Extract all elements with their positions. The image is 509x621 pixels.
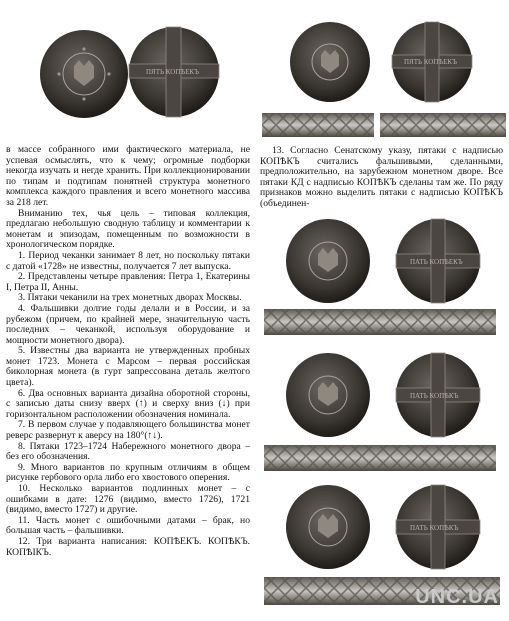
list-item: 6. Два основных варианта дизайна оборотной стороны, с записью даты снизу вверх (↑) и сверху вниз (↓) при горизонтальном расположении обозначения номинала. — [6, 387, 250, 420]
list-item: 4. Фальшивки долгие годы делали и в России, и за рубежом (причем, по крайней мере, значительную часть последних – чеканкой, используя оборудование и мощности монетного двора). — [6, 302, 250, 346]
watermark: UNC.UA — [415, 586, 499, 608]
coin-edge-strip-1 — [262, 111, 506, 139]
list-item: 7. В первом случае у подавляющего большинства монет реверс развернут к аверсу на 180°(↑↓). — [6, 419, 250, 442]
coin-pair-top-right — [288, 18, 484, 106]
intro-paragraph: Вниманию тех, чья цель – типовая коллекция, предлагаю небольшую сводную таблицу и комментарии к монетам и эпизодам, помещенным по возможности в хронологическом порядке. — [6, 207, 250, 251]
coin-obverse-eagle — [40, 30, 128, 118]
coin-pair-top-left — [38, 12, 224, 138]
coin-reverse-cross — [392, 22, 472, 102]
coin-pair-2 — [272, 218, 494, 304]
list-item: 1. Период чеканки занимает 8 лет, но поскольку пятаки с датой «1728» не известны, получается 7 лет выпуска. — [6, 249, 250, 272]
list-item: 3. Пятаки чеканили на трех монетных дворах Москвы. — [18, 292, 242, 304]
coin-legend: ПАТЬ КОПѢЕКЪ — [410, 258, 463, 266]
coin-obverse-eagle — [286, 219, 370, 303]
coin-reverse-cross — [396, 353, 480, 437]
lead-paragraph: в массе собранного ими фактического материала, не успевая осмыслять, что к чему; огромные подборки некогда изучать и негде хранить. При коллекционировании по типам и подтипам понятней структура монетного комплекса каждого правления и всего монетного массива за 218 лет. — [6, 144, 250, 208]
coin-obverse-eagle — [286, 485, 370, 569]
list-item: 8. Пятаки 1723–1724 Набережного монетного двора – без его обозначения. — [6, 440, 250, 463]
right-text-column — [260, 146, 503, 210]
list-item: 10. Несколько вариантов подлинных монет – с ошибками в дате: 1276 (видимо, вместо 1726), 1721 (видимо, вместо 1727) и другие. — [6, 483, 250, 516]
coin-pair-4 — [272, 484, 494, 570]
coin-pair-3 — [272, 352, 494, 438]
coin-reverse-cross — [129, 27, 219, 117]
coin-reverse-cross — [396, 485, 480, 569]
coin-obverse-eagle — [290, 22, 370, 102]
list-item: 5. Известны два варианта не утвержденных пробных монет 1723. Монета с Марсом – первая российская биколорная монета (в гурт запрессована деталь желтого цвета). — [6, 345, 250, 389]
coin-reverse-cross — [396, 219, 480, 303]
coin-legend: ПЯТЬ КОПѢЕКЪ — [146, 68, 199, 76]
list-item: 11. Часть монет с ошибочными датами – брак, но большая часть – фальшивки. — [6, 514, 250, 537]
list-item: 9. Много вариантов по крупным отличиям в общем рисунке гербового орла либо его хвостового оперения. — [6, 461, 250, 484]
coin-legend: ПАТЬ КОПѢКЪ — [410, 392, 459, 400]
coin-edge-strip-2 — [264, 306, 496, 338]
list-item: 2. Представлены четыре правления: Петра 1, Екатерины I, Петра II, Анны. — [6, 271, 250, 293]
left-text-column — [6, 145, 250, 558]
coin-edge-strip-3 — [264, 442, 496, 474]
list-item: 13. Согласно Сенатскому указу, пятаки с надписью КОПѢКЪ считались фальшивыми, сделанными, предположительно, на зарубежном монетном дворе. Все пятаки КД с надписью КОПѢКЪ сделаны там же. По ряду признаков можно выделить пятаки с надписью КОПѢКЪ (объединен- — [260, 145, 503, 209]
coin-legend: ПАТЬ КОПѢКЪ — [410, 524, 459, 532]
coin-obverse-eagle — [286, 353, 370, 437]
coin-legend: ПЯТЬ КОПѢЕКЪ — [404, 58, 457, 66]
list-item: 12. Три варианта написания: КОПѢЕКЪ. КОПѢКЪ. КОПѢIКЪ. — [6, 535, 250, 558]
